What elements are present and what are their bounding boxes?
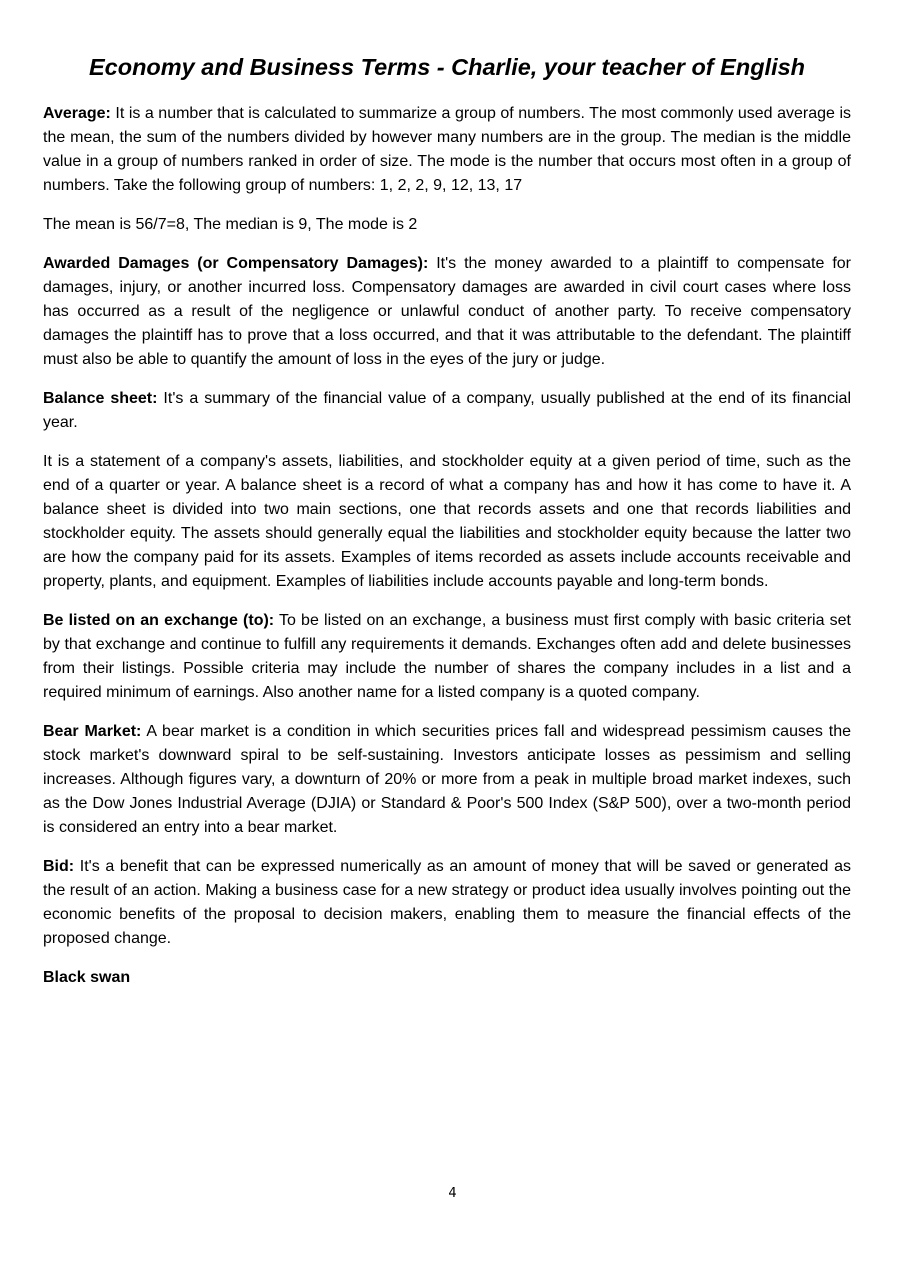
document-title: Economy and Business Terms - Charlie, your teacher of English <box>88 54 806 80</box>
term-definition: A bear market is a condition in which securities prices fall and widespread pessimism causes the stock market's downward spiral to be self-sustaining. Investors anticipate losses as pessimism and selling increases. Although figures vary, a downturn of 20% or more from a peak in multiple broad market indexes, such as the Dow Jones Industrial Average (DJIA) or Standard & Poor's 500 Index (S&P 500), over a two-month period is considered an entry into a bear market. <box>43 723 851 836</box>
term-definition: To be listed on an exchange, a business must first comply with basic criteria set by that exchange and continue to fulfill any requirements it demands. Exchanges often add and delete businesses from their listings. Possible criteria may include the number of shares the company includes in a list and a required minimum of earnings. Also another name for a listed company is a quoted company. <box>43 612 851 701</box>
term-definition: It's a benefit that can be expressed numerically as an amount of money that will be saved or generated as the result of an action. Making a business case for a new strategy or product idea usually involves pointing out the economic benefits of the proposal to decision makers, enabling them to measure the financial effects of the proposed change. <box>43 858 851 947</box>
entry-bid <box>43 855 851 951</box>
entry-awarded-damages <box>43 252 851 372</box>
term-definition: It is a number that is calculated to summarize a group of numbers. The most commonly used average is the mean, the sum of the numbers divided by however many numbers are in the group. The median is the middle value in a group of numbers ranked in order of size. The mode is the number that occurs most often in a group of numbers. Take the following group of numbers: 1, 2, 2, 9, 12, 13, 17 <box>43 105 851 194</box>
entry-be-listed <box>43 609 851 705</box>
entry-balance-sheet <box>43 387 851 435</box>
term-definition: It's a summary of the financial value of a company, usually published at the end of its financial year. <box>43 390 852 431</box>
term-label: Black swan <box>43 969 131 986</box>
entry-average-example <box>43 213 851 237</box>
term-definition: The mean is 56/7=8, The median is 9, The mode is 2 <box>43 216 418 233</box>
term-definition: It is a statement of a company's assets, liabilities, and stockholder equity at a given period of time, such as the end of a quarter or year. A balance sheet is a record of what a company has and how it has come to have it. A balance sheet is divided into two main sections, one that records assets and one that records liabilities and stockholder equity. The assets should generally equal the liabilities and stockholder equity because the latter two are how the company paid for its assets. Examples of items recorded as assets include accounts receivable and property, plants, and equipment. Examples of liabilities include accounts payable and long-term bonds. <box>43 453 851 590</box>
term-label: Be listed on an exchange (to): <box>43 612 275 629</box>
page-number: 4 <box>448 1186 457 1201</box>
term-label: Awarded Damages (or Compensatory Damages): <box>43 255 429 272</box>
entry-black-swan <box>43 966 851 990</box>
entry-bear-market <box>43 720 851 840</box>
term-label: Average: <box>43 105 111 122</box>
term-label: Balance sheet: <box>43 390 158 407</box>
entry-balance-sheet-detail <box>43 450 851 594</box>
entry-average <box>43 102 851 198</box>
term-label: Bid: <box>43 858 75 875</box>
term-definition: It's the money awarded to a plaintiff to compensate for damages, injury, or another incurred loss. Compensatory damages are awarded in civil court cases where loss has occurred as a result of the negligence or unlawful conduct of another party. To receive compensatory damages the plaintiff has to prove that a loss occurred, and that it was attributable to the defendant. The plaintiff must also be able to quantify the amount of loss in the eyes of the jury or judge. <box>43 255 851 368</box>
term-label: Bear Market: <box>43 723 142 740</box>
document-page <box>43 52 851 1005</box>
